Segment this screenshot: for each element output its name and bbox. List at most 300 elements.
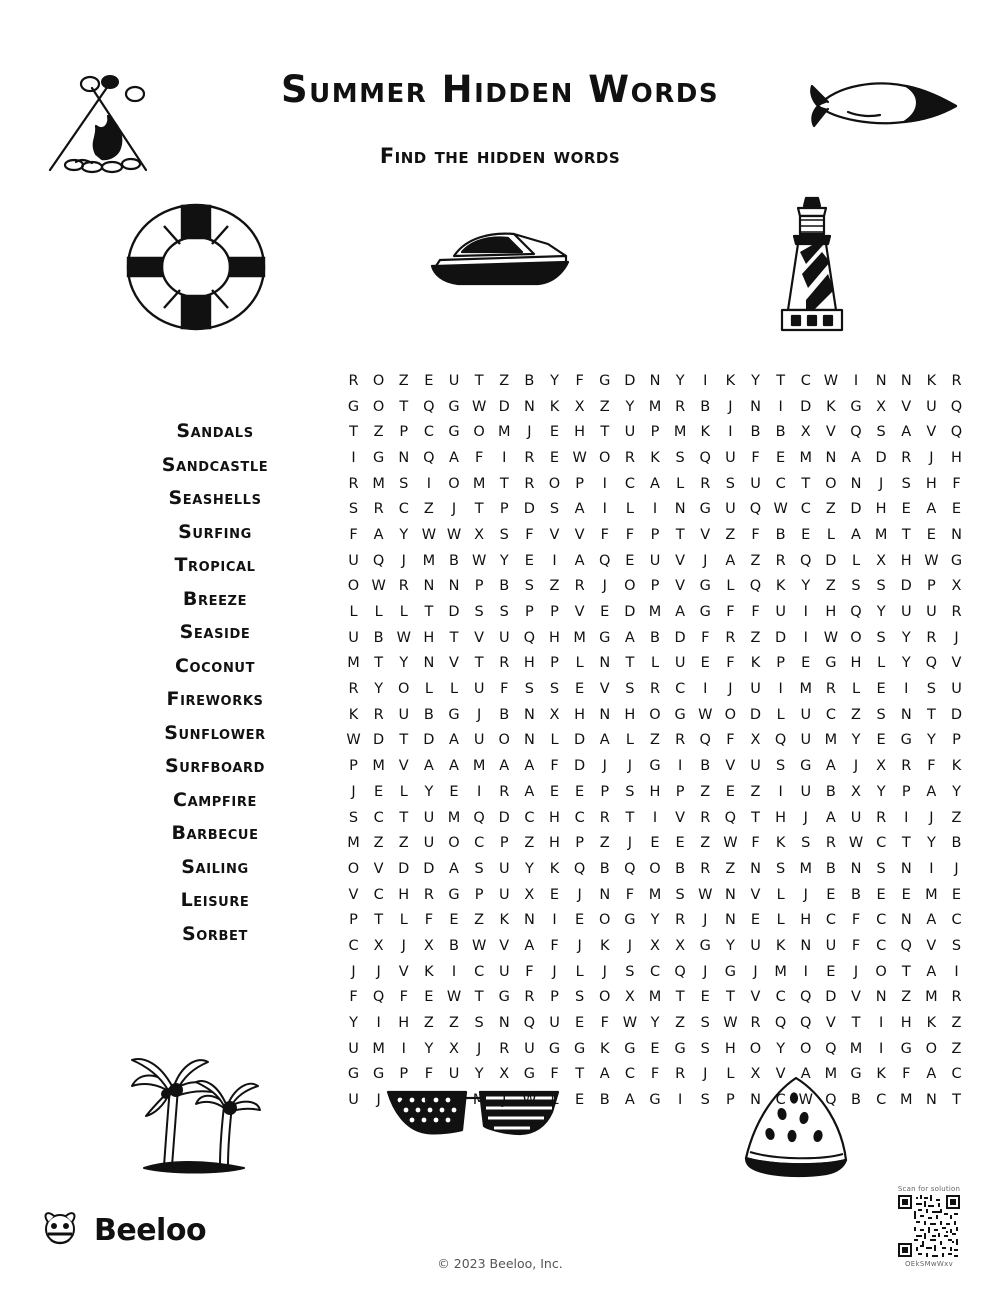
grid-cell: Q [423,449,435,466]
grid-cell: L [399,604,408,621]
grid-cell: J [878,475,884,492]
grid-cell: B [851,886,861,903]
grid-cell: A [926,1066,937,1083]
grid-cell: E [951,886,962,903]
grid-cell: C [775,475,786,492]
grid-cell: X [876,758,887,775]
grid-cell: R [725,629,736,646]
grid-cell: U [800,783,812,800]
word-list-item: Seaside [179,621,251,643]
grid-cell: M [799,681,812,698]
grid-cell: Y [901,655,911,672]
grid-cell: E [549,783,560,800]
grid-cell: Z [373,835,384,852]
grid-cell: U [725,501,736,518]
grid-cell: M [874,526,888,543]
grid-cell: V [825,1015,836,1032]
grid-cell: I [954,963,959,980]
grid-cell: F [751,835,760,852]
grid-cell: N [423,578,435,595]
grid-cell: F [550,937,559,954]
grid-cell: V [373,860,384,877]
grid-cell: K [549,398,560,415]
grid-cell: C [800,372,811,389]
grid-cell: U [926,398,937,415]
grid-cell: N [423,655,435,672]
grid-cell: K [700,424,710,441]
word-list-item: Breeze [182,587,248,610]
grid-cell: X [800,424,811,441]
grid-cell: E [826,886,836,903]
grid-cell: G [900,732,912,749]
grid-cell: F [650,1066,660,1083]
grid-cell: T [424,604,434,621]
grid-cell: F [424,1066,434,1083]
grid-cell: R [373,501,384,518]
grid-cell: G [900,1040,912,1057]
grid-cell: H [850,655,862,672]
grid-cell: E [600,604,610,621]
qr-code[interactable] [898,1195,960,1257]
grid-cell: M [372,758,385,775]
grid-cell: Q [900,937,912,954]
grid-cell: L [776,912,785,929]
grid-cell: K [926,1015,937,1032]
grid-cell: A [449,758,459,775]
grid-cell: O [372,398,385,415]
grid-cell: Y [801,578,811,595]
grid-cell: V [901,398,912,415]
grid-cell: G [800,758,812,775]
grid-cell: A [423,758,434,775]
grid-cell: S [474,860,484,877]
grid-cell: P [499,501,509,518]
grid-cell: G [373,1066,385,1083]
grid-cell: H [900,552,912,569]
grid-cell: X [750,1066,761,1083]
grid-cell: Q [850,604,862,621]
grid-cell: Z [373,424,384,441]
grid-cell: Z [524,835,535,852]
grid-cell: M [648,886,662,903]
grid-row [345,830,965,856]
grid-cell: C [876,937,887,954]
grid-cell: G [850,1066,862,1083]
grid-cell: O [398,681,410,698]
grid-cell: L [575,655,584,672]
grid-cell: R [775,552,786,569]
grid-cell: U [348,629,359,646]
grid-cell: S [549,681,560,698]
word-list [120,415,310,951]
grid-cell: O [749,1040,762,1057]
grid-cell: V [926,937,937,954]
grid-cell: S [524,681,534,698]
grid-cell: G [724,963,736,980]
grid-cell: P [726,1092,735,1109]
grid-cell: T [801,475,811,492]
grid-cell: B [449,552,459,569]
grid-cell: F [399,989,408,1006]
grid-row [345,728,965,754]
grid-cell: P [474,886,484,903]
grid-cell: Y [550,372,559,389]
grid-cell: W [396,629,411,646]
grid-cell: O [599,989,611,1006]
grid-cell: T [474,655,484,672]
grid-cell: V [675,809,686,826]
grid-cell: I [778,783,783,800]
grid-cell: C [649,963,661,980]
grid-cell: E [575,1092,585,1109]
grid-cell: Y [876,783,886,800]
grid-cell: N [900,372,912,389]
grid-cell: N [599,706,611,723]
grid-cell: G [699,937,711,954]
word-list-item: Seashells [168,487,262,509]
grid-row [345,882,965,908]
grid-cell: C [624,1066,635,1083]
grid-cell: T [474,372,484,389]
grid-cell: L [851,552,861,569]
grid-row [345,1062,965,1088]
grid-cell: P [776,655,785,672]
grid-cell: J [351,963,356,980]
grid-cell: Y [625,398,635,415]
grid-cell: F [525,526,534,543]
grid-cell: N [724,912,736,929]
grid-cell: R [524,989,535,1006]
grid-cell: N [925,1092,937,1109]
grid-cell: R [398,578,409,595]
grid-cell: V [398,963,409,980]
grid-cell: G [699,578,711,595]
grid-cell: L [399,912,408,929]
grid-cell: O [448,475,460,492]
grid-cell: T [625,655,635,672]
grid-cell: H [649,783,661,800]
grid-cell: A [599,1066,610,1083]
grid-cell: O [850,629,862,646]
grid-cell: L [726,578,735,595]
grid-cell: S [524,578,534,595]
grid-cell: J [728,681,733,698]
grid-cell: E [650,835,660,852]
grid-cell: O [724,706,737,723]
page-title: Summer Hidden Words [280,68,720,111]
grid-cell: D [800,398,812,415]
grid-cell: R [951,372,962,389]
grid-cell: M [648,989,662,1006]
grid-cell: X [373,937,384,954]
grid-cell: O [875,963,887,980]
grid-cell: D [448,604,460,621]
grid-cell: U [725,449,736,466]
grid-cell: M [347,835,360,852]
grid-cell: W [723,835,738,852]
grid-cell: E [524,552,534,569]
grid-cell: O [347,860,360,877]
grid-cell: U [473,681,485,698]
grid-cell: R [499,655,510,672]
grid-cell: D [624,604,636,621]
grid-cell: A [524,758,535,775]
grid-cell: F [550,1066,559,1083]
grid-cell: X [499,1066,510,1083]
grid-cell: Q [925,655,938,672]
grid-cell: R [700,809,711,826]
grid-cell: O [624,578,636,595]
grid-cell: S [499,604,509,621]
grid-cell: N [875,989,887,1006]
grid-cell: O [925,1040,938,1057]
word-list-item: Campfire [173,788,257,811]
grid-cell: R [901,758,912,775]
grid-cell: X [876,398,887,415]
grid-cell: V [725,758,736,775]
grid-cell: O [599,449,611,466]
grid-cell: F [726,604,735,621]
grid-cell: V [398,758,409,775]
grid-cell: V [951,655,962,672]
grid-cell: R [700,475,711,492]
grid-cell: E [801,526,811,543]
grid-cell: O [473,424,485,441]
grid-cell: Q [372,989,385,1006]
grid-cell: Y [851,732,861,749]
grid-cell: I [878,1015,884,1032]
grid-cell: U [624,424,636,441]
grid-cell: S [876,860,886,877]
grid-cell: X [524,886,535,903]
grid-cell: B [423,706,434,723]
grid-cell: X [750,732,761,749]
grid-cell: Y [876,604,886,621]
grid-cell: Z [750,783,761,800]
grid-cell: Y [424,1040,434,1057]
grid-cell: M [347,655,360,672]
grid-cell: M [824,1066,838,1083]
grid-cell: D [674,629,686,646]
grid-cell: Z [825,501,836,518]
grid-cell: K [725,372,736,389]
grid-cell: W [723,1015,738,1032]
grid-cell: F [625,526,635,543]
grid-row [345,779,965,805]
grid-cell: J [703,963,708,980]
grid-cell: H [800,912,812,929]
grid-cell: H [398,1015,410,1032]
grid-cell: K [775,937,786,954]
grid-cell: C [474,835,485,852]
grid-cell: K [876,1066,886,1083]
grid-cell: A [599,732,610,749]
grid-cell: L [550,732,559,749]
grid-cell: F [952,475,961,492]
grid-cell: P [650,526,660,543]
grid-cell: K [826,398,836,415]
grid-cell: N [750,1092,761,1109]
grid-cell: M [372,1040,385,1057]
grid-cell: R [524,475,535,492]
grid-cell: P [349,912,358,929]
grid-cell: X [675,937,686,954]
grid-cell: A [650,475,660,492]
grid-cell: R [423,886,434,903]
grid-cell: V [449,655,459,672]
grid-cell: C [800,501,811,518]
grid-row [345,445,965,471]
grid-cell: U [750,681,761,698]
grid-cell: C [675,681,686,698]
grid-cell: R [499,783,510,800]
grid-row [345,599,965,625]
grid-cell: J [351,783,356,800]
grid-cell: F [575,372,584,389]
grid-cell: C [876,1092,887,1109]
grid-cell: E [424,989,434,1006]
grid-cell: L [726,1066,735,1083]
grid-cell: E [801,655,811,672]
grid-cell: O [498,732,510,749]
grid-cell: Z [725,526,736,543]
grid-cell: U [498,860,510,877]
palm-trees-icon [110,1048,280,1178]
grid-cell: L [424,681,433,698]
grid-cell: F [726,655,735,672]
grid-cell: G [599,629,611,646]
grid-cell: O [372,372,385,389]
grid-cell: W [371,578,386,595]
grid-cell: G [498,989,510,1006]
grid-cell: V [499,937,510,954]
grid-cell: W [446,989,462,1006]
grid-cell: O [548,475,561,492]
grid-cell: E [549,449,560,466]
grid-cell: F [927,758,936,775]
grid-cell: W [522,1092,537,1109]
grid-cell: R [524,449,535,466]
grid-cell: R [825,835,836,852]
grid-cell: O [649,860,661,877]
grid-cell: J [401,552,406,569]
grid-cell: G [649,758,661,775]
grid-cell: Q [749,578,762,595]
grid-cell: I [904,681,909,698]
grid-cell: F [349,989,358,1006]
grid-cell: T [575,1066,585,1083]
grid-cell: J [703,912,708,929]
grid-cell: C [951,1066,962,1083]
grid-cell: F [600,1015,609,1032]
grid-cell: D [398,860,410,877]
grid-cell: Q [423,398,435,415]
grid-row [345,1010,965,1036]
grid-cell: G [699,604,711,621]
grid-cell: E [575,783,585,800]
grid-cell: T [349,424,358,441]
grid-cell: T [625,809,635,826]
grid-cell: Q [724,809,737,826]
grid-cell: J [703,1066,708,1083]
grid-cell: X [650,937,660,954]
grid-cell: U [348,552,359,569]
grid-cell: K [926,372,937,389]
grid-cell: R [825,681,836,698]
grid-cell: F [751,449,760,466]
grid-cell: H [951,449,962,466]
grid-row [345,394,965,420]
grid-cell: G [523,1066,535,1083]
grid-cell: D [523,501,535,518]
grid-cell: I [728,424,733,441]
campfire-icon [30,62,160,177]
grid-cell: R [448,1092,460,1109]
grid-row [345,959,965,985]
grid-cell: H [775,809,787,826]
grid-cell: Y [650,912,660,929]
grid-cell: Z [750,552,761,569]
grid-cell: Y [926,732,936,749]
grid-cell: R [348,372,359,389]
grid-cell: Z [851,706,861,723]
grid-row [345,702,965,728]
grid-cell: T [751,809,760,826]
grid-row [345,907,965,933]
grid-cell: P [550,655,559,672]
grid-cell: I [929,860,934,877]
grid-cell: K [424,963,434,980]
grid-cell: D [574,758,586,775]
grid-cell: N [599,655,611,672]
grid-row [345,625,965,651]
grid-cell: V [851,989,861,1006]
grid-cell: N [951,526,962,543]
grid-cell: N [900,706,912,723]
word-list-item: Sandals [176,420,254,442]
grid-cell: D [775,629,787,646]
grid-cell: N [674,501,686,518]
grid-cell: C [423,424,434,441]
grid-cell: E [549,886,560,903]
grid-cell: I [502,449,507,466]
grid-cell: V [750,886,761,903]
grid-cell: X [474,526,485,543]
grid-cell: Q [624,860,636,877]
grid-cell: G [950,552,963,569]
grid-cell: U [348,1092,359,1109]
grid-cell: A [851,526,861,543]
grid-cell: T [374,912,384,929]
grid-cell: B [499,706,510,723]
grid-cell: B [775,424,786,441]
grid-cell: O [825,475,837,492]
grid-cell: N [800,937,812,954]
grid-cell: Q [800,989,812,1006]
grid-cell: F [424,912,434,929]
grid-cell: Q [372,552,385,569]
grid-cell: T [952,1092,961,1109]
grid-cell: L [776,706,785,723]
grid-cell: L [349,604,358,621]
grid-row [345,805,965,831]
grid-cell: J [476,706,482,723]
grid-cell: P [399,1066,409,1083]
grid-cell: S [549,501,560,518]
grid-cell: E [951,501,962,518]
grid-cell: G [699,501,711,518]
grid-cell: H [423,629,435,646]
